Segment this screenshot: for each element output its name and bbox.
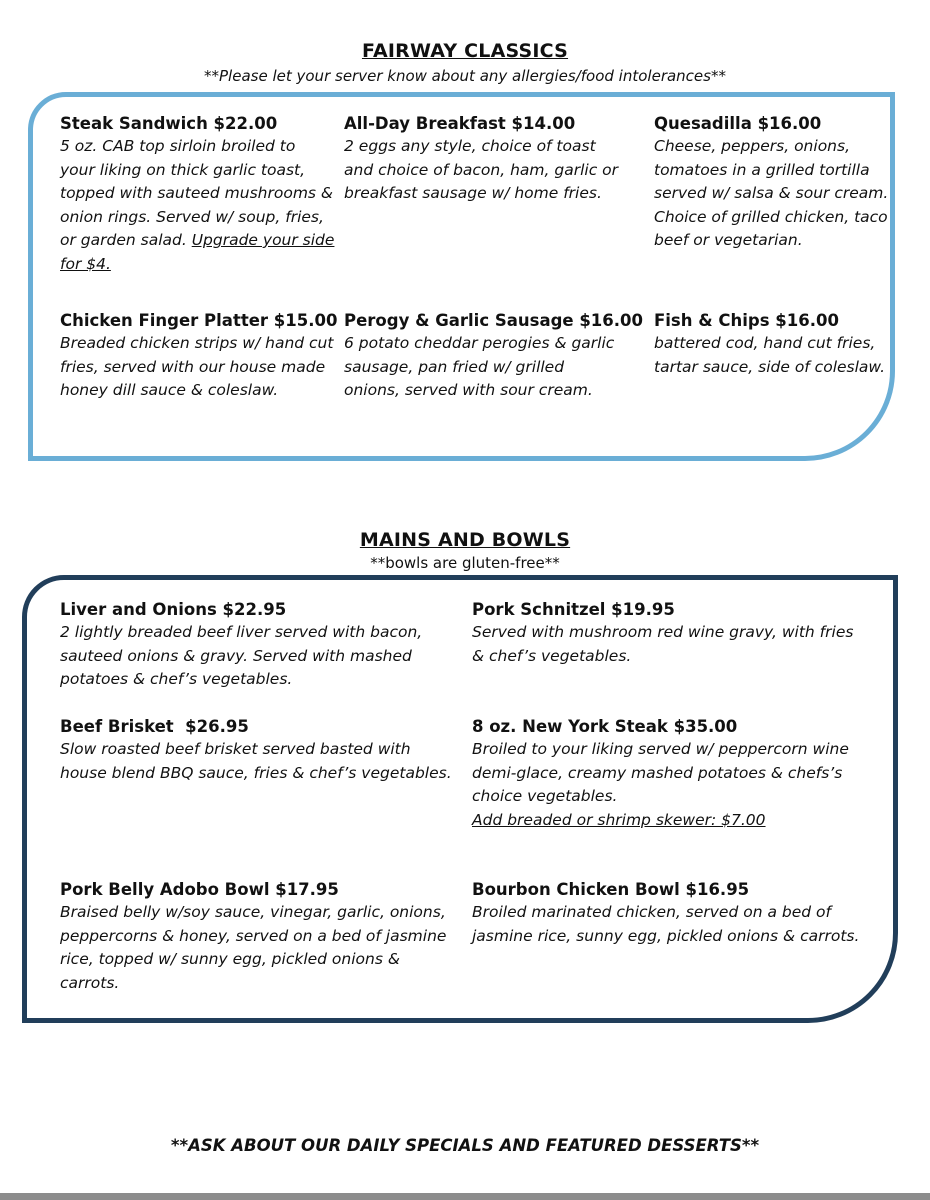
mains-and-bowls-title: MAINS AND BOWLS [359,529,571,551]
add-skewer-note: Add breaded or shrimp skewer: $7.00 [472,810,766,829]
item-description: Breaded chicken strips w/ hand cut fries, served with our house made honey dill sauce & coleslaw. [60,334,334,399]
menu-item-bourbon-chicken-bowl [472,878,867,948]
fairway-classics-title: FAIRWAY CLASSICS [361,40,569,62]
item-description: 2 eggs any style, choice of toast and choice of bacon, ham, garlic or breakfast sausage w/ home fries. [344,137,618,202]
item-title: Perogy & Garlic Sausage $16.00 [344,311,643,330]
item-description: Served with mushroom red wine gravy, with fries & chef’s vegetables. [472,623,854,665]
item-title: Pork Belly Adobo Bowl $17.95 [60,880,339,899]
bottom-divider [0,1193,930,1200]
upgrade-side-note: Upgrade your side for $4. [60,231,335,273]
item-description: Broiled marinated chicken, served on a bed of jasmine rice, sunny egg, pickled onions & carrots. [472,903,860,945]
item-title: All-Day Breakfast $14.00 [344,114,576,133]
item-title: Chicken Finger Platter $15.00 [60,311,338,330]
menu-item-new-york-steak [472,715,867,832]
menu-item-liver-and-onions [60,598,455,692]
gluten-free-note: **bowls are gluten-free** [370,554,560,572]
item-title: Quesadilla $16.00 [654,114,822,133]
item-description: Braised belly w/soy sauce, vinegar, garlic, onions, peppercorns & honey, served on a bed of jasmine rice, topped w/ sunny egg, pickled onions & carrots. [60,903,447,992]
menu-item-perogy-garlic-sausage [344,309,643,403]
menu-item-beef-brisket [60,715,455,785]
menu-item-fish-and-chips [654,309,894,379]
item-description: Cheese, peppers, onions, tomatoes in a grilled tortilla served w/ salsa & sour cream. Choice of grilled chicken, taco beef or vegetarian. [654,137,889,249]
menu-item-pork-schnitzel [472,598,867,668]
menu-item-all-day-breakfast [344,112,629,206]
item-title: 8 oz. New York Steak $35.00 [472,717,738,736]
item-title: Fish & Chips $16.00 [654,311,839,330]
item-title: Bourbon Chicken Bowl $16.95 [472,880,750,899]
item-title: Liver and Onions $22.95 [60,600,287,619]
item-description: battered cod, hand cut fries, tartar sauce, side of coleslaw. [654,334,886,376]
item-description: Broiled to your liking served w/ peppercorn wine demi-glace, creamy mashed potatoes & chefs’s choice vegetables. [472,740,849,805]
item-description: 5 oz. CAB top sirloin broiled to your liking on thick garlic toast, topped with sauteed mushrooms & onion rings. Served w/ soup, fries, or garden salad. Upgrade your side for $4. [60,137,335,273]
menu-item-chicken-finger-platter [60,309,338,403]
daily-specials-footer: **ASK ABOUT OUR DAILY SPECIALS AND FEATURED DESSERTS** [170,1136,760,1155]
menu-item-pork-belly-adobo-bowl [60,878,455,995]
item-title: Steak Sandwich $22.00 [60,114,278,133]
menu-item-steak-sandwich [60,112,335,276]
menu-item-quesadilla [654,112,892,253]
item-description: Slow roasted beef brisket served basted with house blend BBQ sauce, fries & chef’s vegetables. [60,740,452,782]
allergy-note: **Please let your server know about any allergies/food intolerances** [204,67,726,85]
item-title: Beef Brisket $26.95 [60,717,249,736]
item-description: 6 potato cheddar perogies & garlic sausage, pan fried w/ grilled onions, served with sour cream. [344,334,615,399]
item-title: Pork Schnitzel $19.95 [472,600,675,619]
item-description: 2 lightly breaded beef liver served with bacon, sauteed onions & gravy. Served with mashed potatoes & chef’s vegetables. [60,623,423,688]
